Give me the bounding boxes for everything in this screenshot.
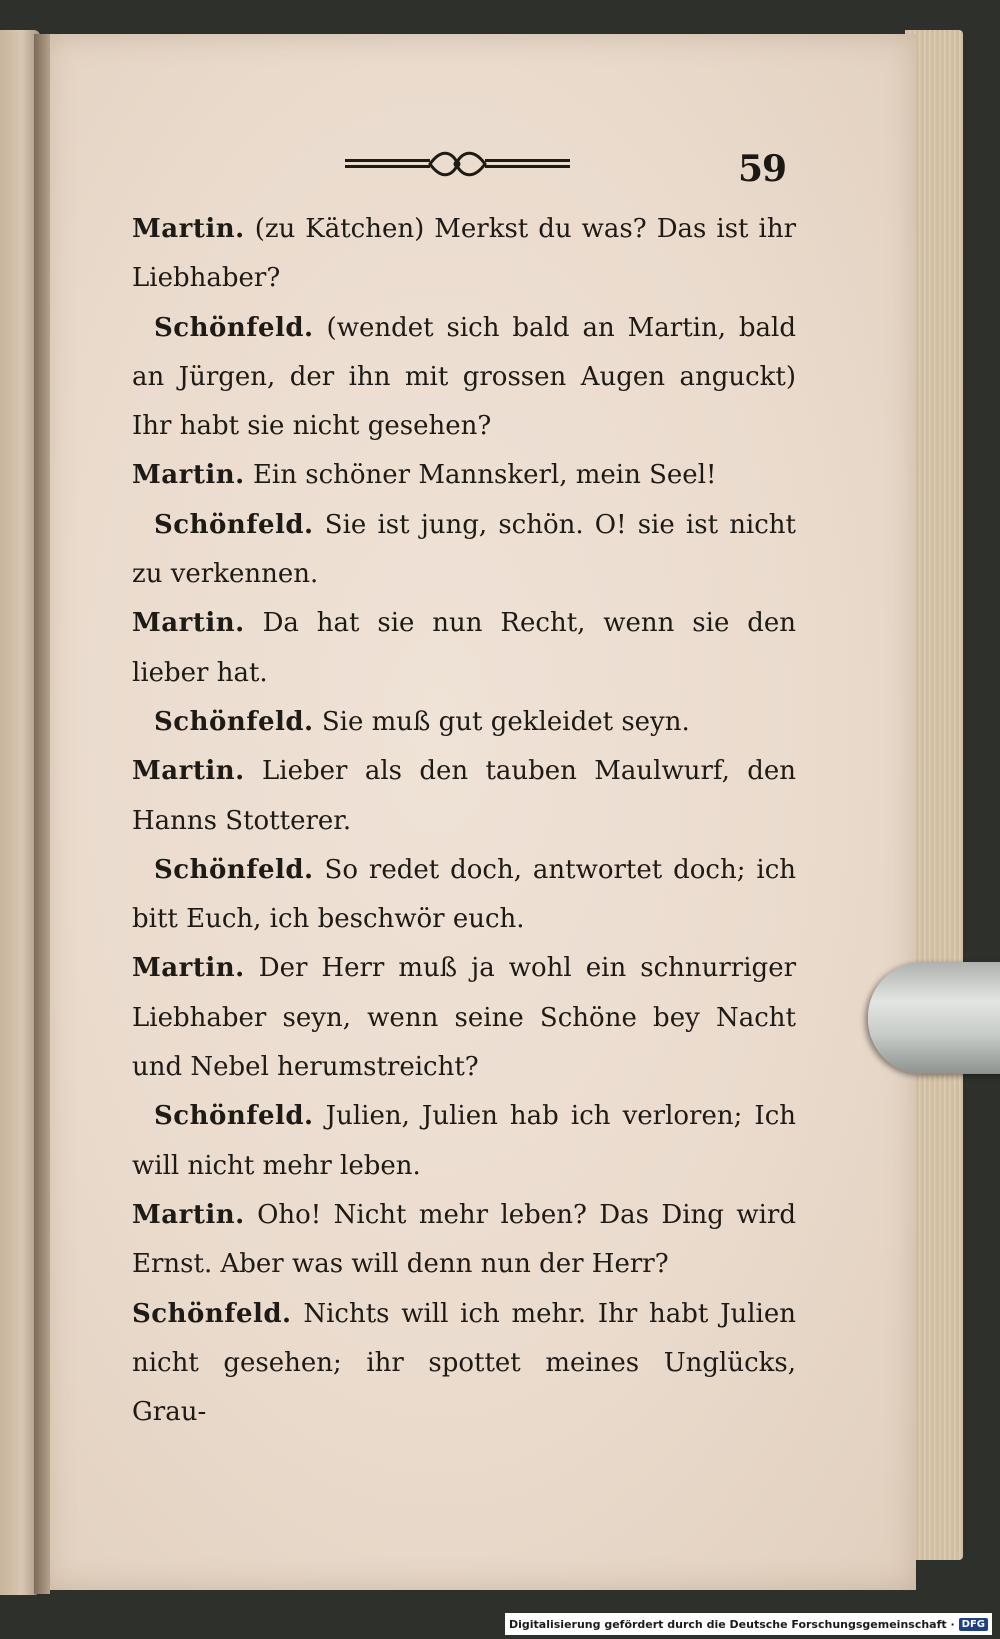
speaker-name: Schönfeld.: [154, 854, 314, 885]
paragraph: [132, 1092, 796, 1191]
paragraph: [132, 501, 796, 600]
paragraph: [132, 944, 796, 1092]
speaker-name: Schönfeld.: [154, 706, 314, 737]
speaker-name: Schönfeld.: [154, 312, 314, 343]
paragraph: [132, 451, 796, 500]
speech-text: (wendet sich bald an Martin, bald an Jürgen, der ihn mit grossen Augen anguckt) Ihr habt sie nicht gesehen?: [132, 312, 797, 442]
paragraph: [132, 304, 796, 452]
book-gutter: [34, 34, 50, 1594]
paragraph: [132, 599, 796, 698]
speaker-name: Schönfeld.: [154, 1101, 314, 1132]
page-clip: [868, 962, 1000, 1074]
dfg-logo: DFG: [959, 1618, 988, 1631]
speech-text: Sie muß gut gekleidet seyn.: [321, 706, 690, 737]
speech-text: Da hat sie nun Recht, wenn sie den lieber hat.: [132, 608, 797, 688]
speaker-name: Martin.: [132, 460, 245, 491]
digitization-credit: [505, 1613, 992, 1635]
speech-text: Der Herr muß ja wohl ein schnurriger Liebhaber seyn, wenn seine Schöne bey Nacht und Nebel herumstreicht?: [132, 953, 797, 1083]
paragraph: [132, 698, 796, 747]
speech-text: Ein schöner Mannskerl, mein Seel!: [252, 460, 717, 491]
ornament-rule-icon: [345, 148, 570, 180]
speech-text: So redet doch, antwortet doch; ich bitt Euch, ich beschwör euch.: [132, 854, 797, 935]
speech-text: (zu Kätchen) Merkst du was? Das ist ihr Liebhaber?: [132, 214, 796, 294]
paragraph: [132, 846, 796, 945]
page-number: 59: [738, 148, 787, 190]
speech-text: Nichts will ich mehr. Ihr habt Julien nicht gesehen; ihr spottet meines Unglücks, Grau-: [132, 1298, 796, 1428]
speaker-name: Martin.: [132, 214, 245, 244]
page-text: [132, 205, 796, 1437]
speech-text: Lieber als den tauben Maulwurf, den Hanns Stotterer.: [132, 756, 796, 836]
speech-text: Sie ist jung, schön. O! sie ist nicht zu verkennen.: [132, 509, 797, 590]
speech-text: Julien, Julien hab ich verloren; Ich will nicht mehr leben.: [132, 1101, 797, 1181]
paragraph: [132, 1191, 796, 1290]
speaker-name: Schönfeld.: [132, 1298, 292, 1329]
speaker-name: Martin.: [132, 608, 245, 639]
speaker-name: Schönfeld.: [154, 509, 314, 540]
speech-text: Oho! Nicht mehr leben? Das Ding wird Ernst. Aber was will denn nun der Herr?: [132, 1199, 796, 1280]
credit-text: Digitalisierung gefördert durch die Deutsche Forschungsgemeinschaft ·: [508, 1617, 955, 1631]
speaker-name: Martin.: [132, 756, 245, 787]
speaker-name: Martin.: [132, 1199, 245, 1230]
paragraph: [132, 1290, 796, 1438]
paragraph: [132, 205, 796, 304]
speaker-name: Martin.: [132, 953, 245, 984]
paragraph: [132, 747, 796, 846]
